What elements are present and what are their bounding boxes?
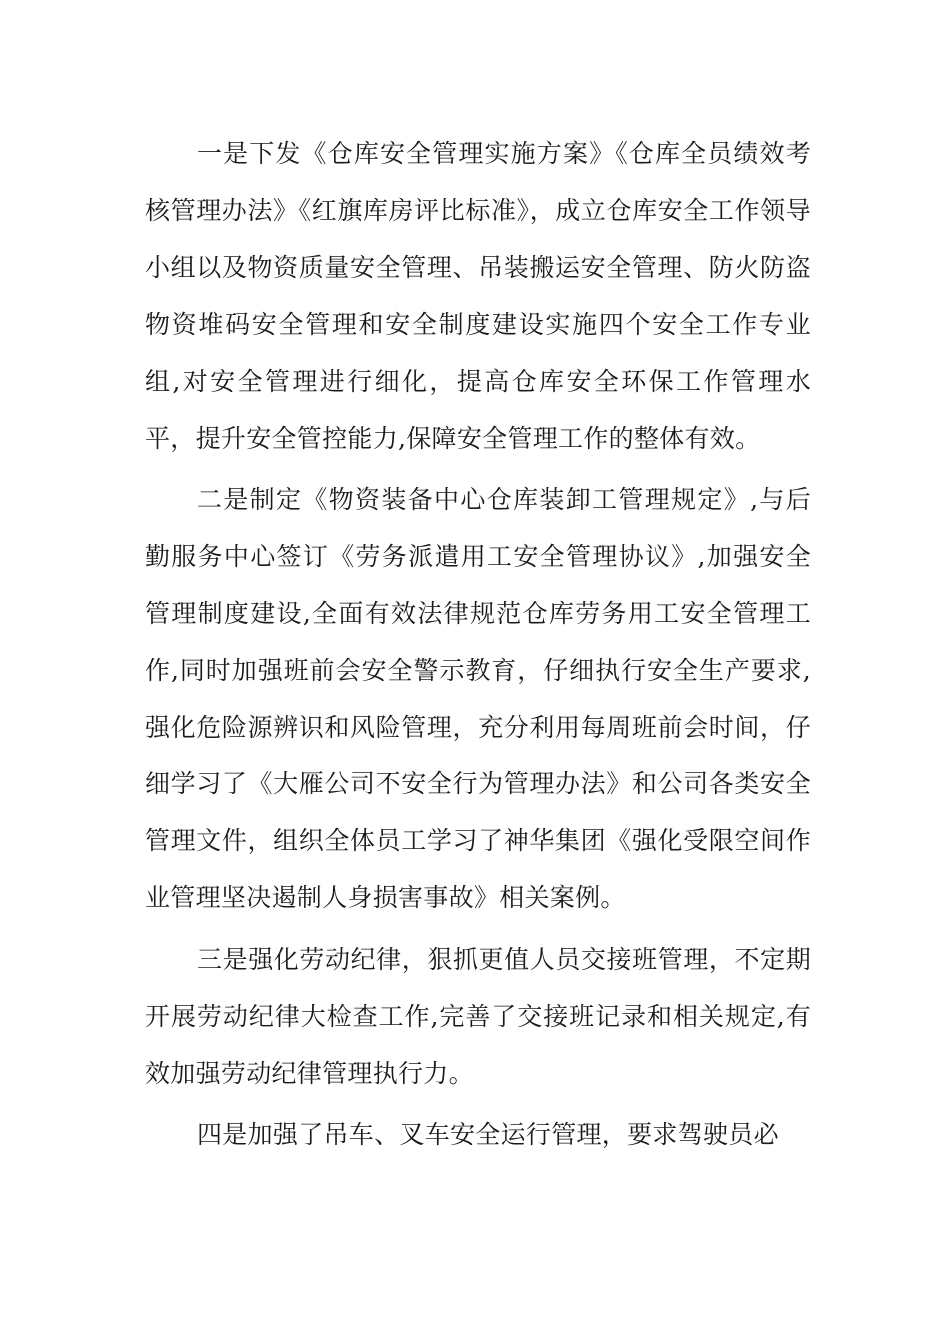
paragraph-1: 一是下发《仓库安全管理实施方案》《仓库全员绩效考核管理办法》《红旗库房评比标准》，成立仓库安全工作领导小组以及物资质量安全管理、吊装搬运安全管理、防火防盗物资堆码安全管理和安全制度建设实施四个安全工作专业组,对安全管理进行细化，提高仓库安全环保工作管理水平，提升安全管控能力,保障安全管理工作的整体有效。 — [145, 139, 811, 453]
paragraph-2: 二是制定《物资装备中心仓库装卸工管理规定》,与后勤服务中心签订《劳务派遣用工安全管理协议》,加强安全管理制度建设,全面有效法律规范仓库劳务用工安全管理工作,同时加强班前会安全警示教育，仔细执行安全生产要求,强化危险源辨识和风险管理，充分利用每周班前会时间，仔细学习了《大雁公司不安全行为管理办法》和公司各类安全管理文件，组织全体员工学习了神华集团《强化受限空间作业管理坚决遏制人身损害事故》相关案例。 — [145, 484, 811, 913]
paragraph-3: 三是强化劳动纪律，狠抓更值人员交接班管理，不定期开展劳动纪律大检查工作,完善了交接班记录和相关规定,有效加强劳动纪律管理执行力。 — [145, 944, 811, 1088]
document-body — [145, 126, 811, 1168]
paragraph-4: 四是加强了吊车、叉车安全运行管理，要求驾驶员必 — [197, 1119, 779, 1149]
